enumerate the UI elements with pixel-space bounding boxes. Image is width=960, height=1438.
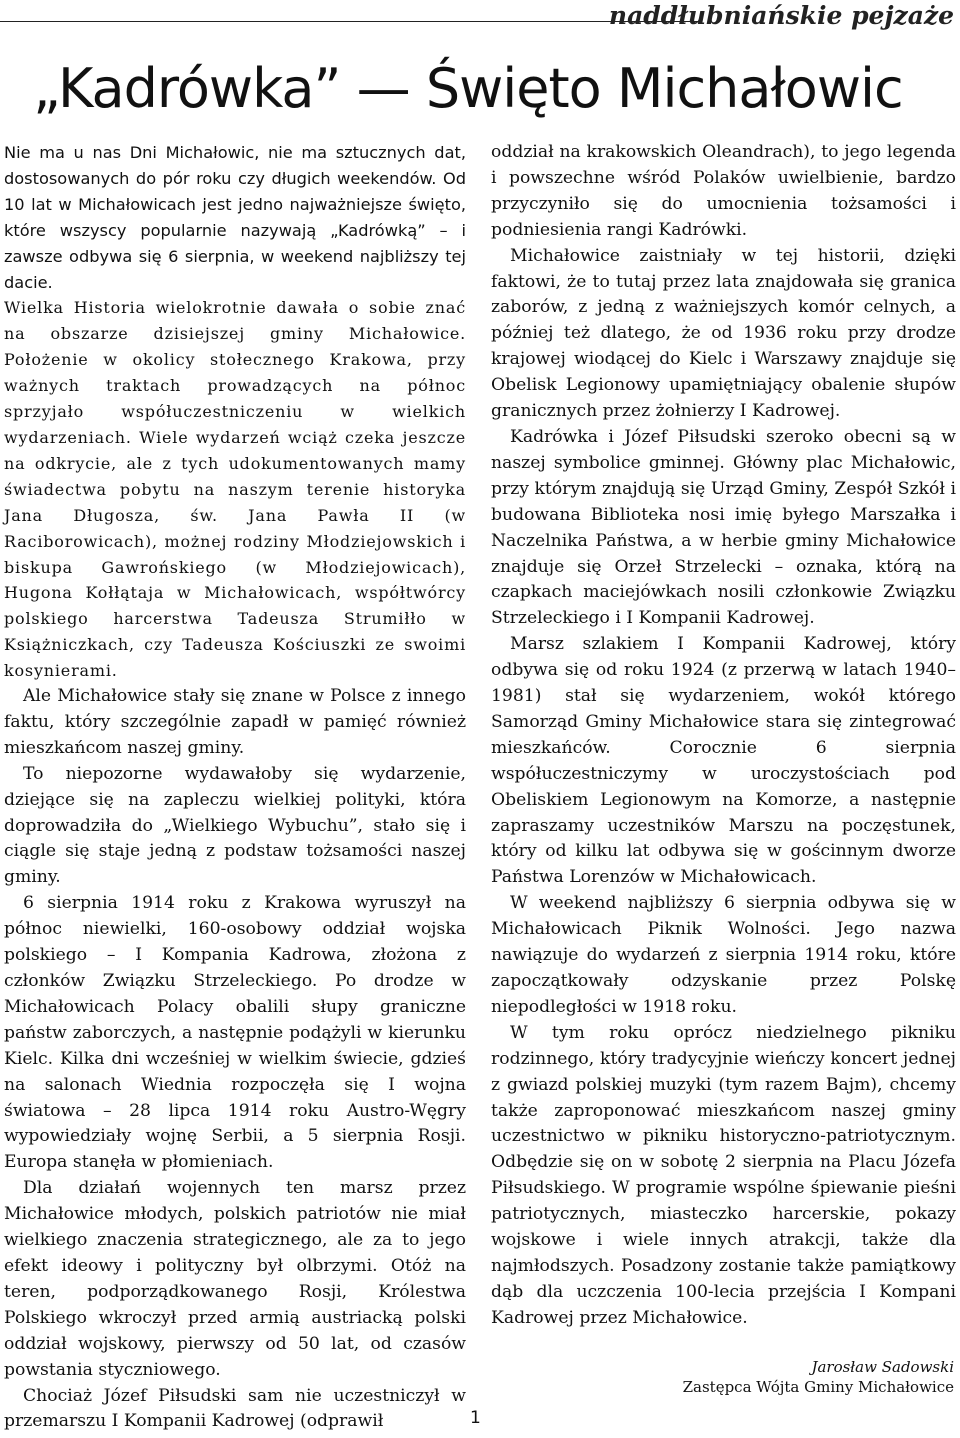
left-column bbox=[4, 140, 466, 1432]
paragraph: oddział na krakowskich Oleandrach), to jego legenda i powszechne wśród Polaków uwielbienie, bardzo przyczyniło się do umocnienia tożsamości i podniesienia rangi Kadrówki. bbox=[491, 142, 956, 240]
signature-name: Jarosław Sadowski bbox=[811, 1358, 954, 1376]
page-number: 1 bbox=[470, 1408, 481, 1428]
article-title: „Kadrówka” — Święto Michałowic bbox=[33, 57, 903, 120]
paragraph: Kadrówka i Józef Piłsudski szeroko obecni są w naszej symbolice gminnej. Główny plac Michałowic, przy którym znajdują się Urząd Gminy, Zespół Szkół i budowana Biblioteka nosi imię byłego Marszałka i Naczelnika Państwa, a w herbie gminy Michałowice znajduje się Orzeł Strzelecki – oznaka, którą na czapkach maciejówkach nosili członkowie Związku Strzeleckiego i I Kompanii Kadrowej. bbox=[491, 426, 956, 629]
signature-role: Zastępca Wójta Gminy Michałowice bbox=[682, 1378, 954, 1396]
section-name: naddłubniańskie pejzaże bbox=[608, 1, 954, 30]
paragraph: 6 sierpnia 1914 roku z Krakowa wyruszył na północ niewielki, 160-osobowy oddział wojska polskiego – I Kompania Kadrowa, złożona z członków Związku Strzeleckiego. Po drodze w Michałowicach Polacy obalili słupy graniczne państw zaborczych, a następnie podążyli w kierunku Kielc. Kilka dni wcześniej w wielkim świecie, gdzieś na salonach Wiednia rozpoczęła się I wojna światowa – 28 lipca 1914 roku Austro-Węgry wypowiedziały wojnę Serbii, a 5 sierpnia Rosji. Europa stanęła w płomieniach. bbox=[4, 893, 466, 1173]
paragraph: To niepozorne wydawałoby się wydarzenie, dziejące się na zapleczu wielkiej polityki, która doprowadziła do „Wielkiego Wybuchu”, stało się i ciągle się staje jedną z podstaw tożsamości naszej gminy. bbox=[4, 763, 466, 888]
paragraph: W tym roku oprócz niedzielnego pikniku rodzinnego, który tradycyjnie wieńczy koncert jednej z gwiazd polskiej muzyki (tym razem Bajm), chcemy także zaproponować mieszkańcom naszej gminy uczestnictwo w pikniku historyczno-patriotycznym. Odbędzie się on w sobotę 2 sierpnia na Placu Józefa Piłsudskiego. W programie wspólne śpiewanie pieśni patriotycznych, miasteczko harcerskie, pokazy wojskowe i wiele innych atrakcji, także dla najmłodszych. Posadzony zostanie także pamiątkowy dąb dla uczczenia 100-lecia przejścia I Kompani Kadrowej przez Michałowice. bbox=[491, 1022, 956, 1328]
paragraph: W weekend najbliższy 6 sierpnia odbywa się w Michałowicach Piknik Wolności. Jego nazwa nawiązuje do wydarzeń z sierpnia 1914 roku, które zapoczątkowały odzyskanie przez Polskę niepodległości w 1918 roku. bbox=[491, 893, 956, 1017]
paragraph: Nie ma u nas Dni Michałowic, nie ma sztucznych dat, dostosowanych do pór roku czy długich weekendów. Od 10 lat w Michałowicach jest jedno najważniejsze święto, które wszyscy popularnie nazywają „Kadrówką” – i zawsze odbywa się 6 sierpnia, w weekend najbliższy tej dacie. bbox=[4, 143, 466, 292]
right-column bbox=[491, 140, 956, 1400]
paragraph: Ale Michałowice stały się znane w Polsce z innego faktu, który szczególnie zapadł w pamięć również mieszkańcom naszej gminy. bbox=[4, 686, 466, 758]
paragraph: Dla działań wojennych ten marsz przez Michałowice młodych, polskich patriotów nie miał wielkiego znaczenia strategicznego, ale za to jego efekt ideowy i polityczny był olbrzymi. Otóż na teren, podporządkowanego Rosji, Królestwa Polskiego wkroczył przed armią austriacką polski oddział wojskowy, pierwszy od 50 lat, od czasów powstania styczniowego. bbox=[4, 1178, 466, 1380]
paragraph: Chociaż Józef Piłsudski sam nie uczestniczył w przemarszu I Kompanii Kadrowej (odprawił bbox=[4, 1385, 466, 1432]
signature bbox=[683, 1357, 954, 1397]
header-rule bbox=[0, 21, 700, 22]
paragraph: Michałowice zaistniały w tej historii, dzięki faktowi, że to tutaj przez lata znajdowała się granica zaborów, z jedną z ważniejszych komór celnych, a później też dlatego, że od 1936 roku przy drodze krajowej wiodącej do Kielc i Warszawy znajduje się Obelisk Legionowy upamiętniający obalenie słupów granicznych przez żołnierzy I Kadrowej. bbox=[491, 245, 956, 422]
paragraph: Marsz szlakiem I Kompanii Kadrowej, który odbywa się od roku 1924 (z przerwą w latach 1940–1981) stał się wydarzeniem, wokół którego Samorząd Gminy Michałowice stara się zintegrować mieszkańców. Corocznie 6 sierpnia współuczestniczymy w uroczystościach pod Obeliskiem Legionowym na Komorze, a następnie zapraszamy uczestników Marszu na poczęstunek, który od kilku lat odbywa się w gościnnym dworze Państwa Lorenzów w Michałowicach. bbox=[491, 634, 956, 888]
paragraph: Wielka Historia wielokrotnie dawała o sobie znać na obszarze dzisiejszej gminy Michałowice. Położenie w okolicy stołecznego Krakowa, przy ważnych traktach prowadzących na północ sprzyjało współuczestniczeniu w wielkich wydarzeniach. Wiele wydarzeń wciąż czeka jeszcze na odkrycie, ale z tych udokumentowanych mamy świadectwa pobytu na naszym terenie historyka Jana Długosza, św. Jana Pawła II (w Raciborowicach), możnej rodziny Młodziejowskich i biskupa Gawrońskiego (w Młodziejowicach), Hugona Kołłątaja w Michałowicach, współtwórcy polskiego harcerstwa Tadeusza Strumiłło w Książniczkach, czy Tadeusza Kościuszki ze swoimi kosynierami. bbox=[4, 298, 466, 681]
